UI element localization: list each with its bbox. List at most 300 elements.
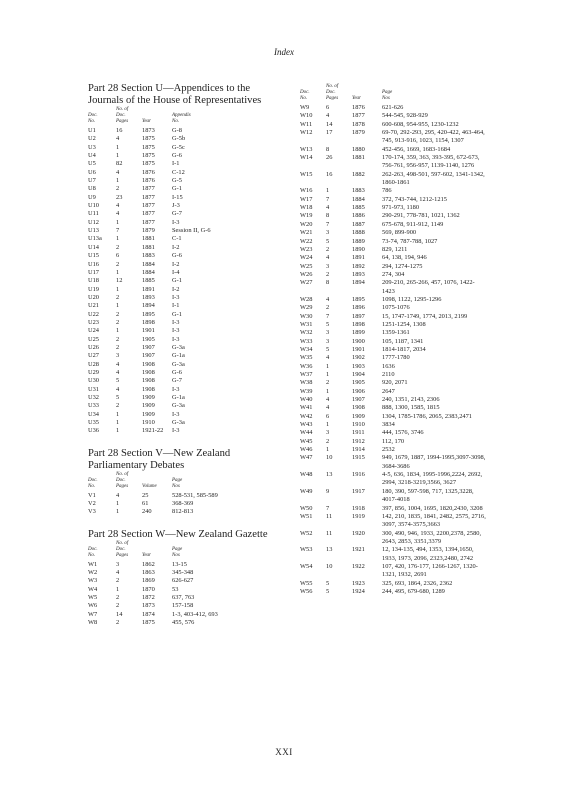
doc-number: W26	[300, 270, 313, 278]
year-or-volume: 1888	[352, 229, 365, 237]
doc-number: W30	[300, 312, 313, 320]
year-or-volume: 1908	[142, 377, 155, 385]
doc-pages: 1	[116, 508, 120, 516]
doc-pages: 1	[116, 500, 120, 508]
doc-number: W5	[88, 594, 98, 602]
doc-pages: 2	[116, 577, 120, 585]
doc-pages: 2	[116, 619, 120, 627]
reference: I-3	[172, 218, 180, 226]
reference: G-1	[172, 310, 182, 318]
year-or-volume: 1877	[142, 193, 155, 201]
doc-number: U13	[88, 227, 100, 235]
table-row	[88, 244, 282, 252]
doc-number: W52	[300, 529, 313, 537]
doc-pages: 1	[116, 152, 120, 160]
doc-number: U31	[88, 385, 100, 393]
doc-number: W13	[300, 145, 313, 153]
doc-number: U23	[88, 318, 100, 326]
doc-pages: 11	[326, 512, 333, 520]
doc-number: W40	[300, 396, 313, 404]
table-row	[300, 588, 487, 596]
doc-pages: 1	[116, 143, 120, 151]
doc-number: W46	[300, 446, 313, 454]
year-or-volume: 1896	[352, 304, 365, 312]
doc-number: U7	[88, 177, 96, 185]
year-or-volume: 1881	[142, 243, 155, 251]
doc-pages: 4	[116, 491, 120, 499]
reference: 53	[172, 585, 179, 593]
table-row	[88, 611, 282, 619]
year-or-volume: 1908	[142, 385, 155, 393]
year-or-volume: 1874	[142, 610, 155, 618]
doc-number: W4	[88, 585, 98, 593]
reference: 170-174, 359, 363, 393-395, 672-673, 756-761, 956-957, 1139-1140, 1276	[382, 154, 480, 170]
table-row	[300, 354, 487, 362]
reference: 600-608, 954-955, 1230-1232	[382, 120, 459, 128]
reference: 274, 304	[382, 270, 405, 278]
section-u-title-line1: Part 28 Section U—Appendices to the	[88, 83, 251, 94]
year-or-volume: 1893	[352, 270, 365, 278]
year-or-volume: 1881	[352, 154, 365, 162]
reference: 1359-1361	[382, 329, 410, 337]
year-or-volume: 1910	[352, 421, 365, 429]
doc-number: W54	[300, 562, 313, 570]
section-u-table	[88, 107, 282, 436]
year-or-volume: 1885	[352, 204, 365, 212]
reference: 105, 1187, 1341	[382, 337, 424, 345]
doc-number: U26	[88, 343, 100, 351]
doc-pages: 3	[116, 352, 120, 360]
section-v-title-line1: Part 28 Section V—New Zealand	[88, 447, 231, 459]
section-u-title-line2: Journals of the House of Representatives	[88, 95, 262, 106]
table-row	[300, 246, 487, 254]
reference: G-3a	[172, 343, 185, 351]
year-or-volume: 25	[142, 491, 149, 499]
doc-number: V3	[88, 508, 96, 516]
table-row	[300, 271, 487, 279]
doc-number: W34	[300, 345, 313, 353]
doc-pages: 3	[326, 262, 330, 270]
year-or-volume: 1881	[142, 235, 155, 243]
table-row	[88, 185, 282, 193]
year-or-volume: 1907	[142, 352, 155, 360]
table-row	[300, 171, 487, 188]
doc-number: U17	[88, 268, 100, 276]
year-or-volume: 1898	[142, 318, 155, 326]
table-row	[88, 311, 282, 319]
doc-number: U33	[88, 402, 100, 410]
year-or-volume: 1873	[142, 602, 155, 610]
doc-pages: 7	[326, 312, 330, 320]
reference: 345-348	[172, 569, 194, 577]
reference: 300, 490, 946, 1933, 2200,2378, 2580, 2643, 2853, 3351,3379	[382, 529, 482, 545]
year-or-volume: 1894	[352, 279, 365, 287]
left-column	[88, 83, 293, 628]
year-or-volume: 1919	[352, 512, 365, 520]
year-or-volume: 1877	[142, 210, 155, 218]
doc-number: U11	[88, 210, 99, 218]
year-or-volume: 1884	[352, 195, 365, 203]
year-or-volume: 1886	[352, 212, 365, 220]
reference: 4-5, 636, 1834, 1995-1996,2224, 2692, 2994, 3218-3219,3566, 3627	[382, 471, 483, 487]
doc-pages: 5	[326, 345, 330, 353]
doc-number: W21	[300, 229, 313, 237]
table-row	[300, 530, 487, 547]
table-row	[88, 160, 282, 168]
reference: J-3	[172, 202, 180, 210]
doc-number: W48	[300, 471, 313, 479]
table-row	[88, 286, 282, 294]
table-row	[300, 421, 487, 429]
table-row	[88, 508, 282, 516]
table-header-row	[300, 84, 487, 104]
table-row	[88, 377, 282, 385]
year-or-volume: 1875	[142, 143, 155, 151]
reference: G-1a	[172, 394, 185, 401]
table-row	[88, 294, 282, 302]
table-header-row	[88, 541, 282, 561]
column-header: Doc. No.	[88, 477, 98, 489]
year-or-volume: 1914	[352, 446, 365, 454]
table-row	[88, 169, 282, 177]
reference: G-7	[172, 377, 182, 385]
table-row	[300, 454, 487, 471]
doc-pages: 2	[116, 318, 120, 326]
year-or-volume: 1878	[352, 120, 365, 128]
year-or-volume: 1876	[352, 104, 365, 111]
doc-number: U12	[88, 218, 100, 226]
doc-pages: 4	[326, 354, 330, 362]
table-row	[300, 438, 487, 446]
doc-pages: 14	[116, 610, 123, 618]
table-row	[300, 304, 487, 312]
doc-number: U16	[88, 260, 100, 268]
doc-pages: 7	[116, 227, 120, 235]
reference: 64, 138, 194, 946	[382, 254, 427, 262]
reference: 1098, 1122, 1295-1296	[382, 295, 442, 303]
reference: 180, 390, 597-598, 717, 1325,3228, 4017-4018	[382, 487, 474, 504]
year-or-volume: 1908	[142, 368, 155, 376]
reference: 142, 210, 1835, 1841, 2482, 2575, 2716, 3097, 3574-3575,3663	[382, 512, 486, 529]
reference: I-3	[172, 318, 180, 326]
doc-number: W19	[300, 212, 313, 220]
doc-pages: 2	[116, 594, 120, 602]
year-or-volume: 1905	[352, 379, 365, 387]
reference: 949, 1679, 1887, 1994-1995,3097-3098, 3684-3686	[382, 454, 486, 470]
doc-pages: 4	[326, 204, 330, 212]
reference: 444, 1576, 3746	[382, 429, 424, 437]
doc-pages: 1	[116, 235, 120, 243]
doc-number: U15	[88, 252, 100, 260]
table-row	[300, 229, 487, 237]
year-or-volume: 61	[142, 500, 149, 508]
year-or-volume: 1884	[142, 268, 155, 276]
doc-pages: 1	[116, 410, 120, 418]
table-row	[88, 344, 282, 352]
doc-pages: 4	[326, 396, 330, 404]
table-row	[300, 329, 487, 337]
table-row	[88, 269, 282, 277]
doc-pages: 13	[326, 471, 333, 479]
doc-pages: 1	[116, 585, 120, 593]
table-row	[88, 427, 282, 435]
doc-number: U21	[88, 302, 100, 310]
reference: I-3	[172, 427, 180, 435]
doc-pages: 82	[116, 160, 123, 168]
table-row	[88, 419, 282, 427]
reference: 544-545, 928-929	[382, 112, 428, 120]
doc-pages: 2	[116, 602, 120, 610]
doc-pages: 6	[116, 252, 120, 260]
doc-pages: 1	[116, 327, 120, 335]
doc-number: W43	[300, 421, 313, 429]
doc-number: W36	[300, 362, 313, 370]
doc-number: U20	[88, 293, 100, 301]
section-v-title-line2: Parliamentary Debates	[88, 459, 185, 471]
table-row	[88, 302, 282, 310]
year-or-volume: 1923	[352, 579, 365, 587]
table-row	[88, 577, 282, 585]
doc-pages: 4	[326, 254, 330, 262]
column-header: No. of Doc. Pages	[116, 471, 129, 489]
table-row	[88, 369, 282, 377]
doc-pages: 1	[326, 387, 330, 395]
table-row	[300, 146, 487, 154]
reference: I-3	[172, 385, 180, 393]
table-header-row	[88, 472, 282, 492]
year-or-volume: 1916	[352, 471, 365, 479]
reference: 829, 1211	[382, 245, 408, 253]
year-or-volume: 1879	[352, 129, 365, 137]
table-row	[300, 396, 487, 404]
year-or-volume: 1909	[142, 394, 155, 401]
doc-pages: 14	[326, 120, 333, 128]
doc-pages: 16	[326, 170, 333, 178]
reference: 112, 170	[382, 437, 405, 445]
doc-number: W53	[300, 546, 313, 554]
doc-pages: 7	[326, 220, 330, 228]
reference: G-5c	[172, 143, 185, 151]
doc-pages: 8	[326, 145, 330, 153]
table-row	[88, 261, 282, 269]
year-or-volume: 1899	[352, 329, 365, 337]
reference: 455, 576	[172, 619, 195, 627]
reference: 621-626	[382, 104, 404, 111]
reference: 290-291, 778-781, 1021, 1362	[382, 212, 460, 220]
reference: I-4	[172, 268, 180, 276]
year-or-volume: 1917	[352, 487, 365, 495]
table-row	[88, 394, 282, 402]
doc-number: W44	[300, 429, 313, 437]
year-or-volume: 1911	[352, 429, 365, 437]
table-row	[300, 546, 487, 563]
reference: Session II, G-6	[172, 227, 211, 235]
table-row	[300, 238, 487, 246]
reference: 786	[382, 187, 392, 195]
year-or-volume: 240	[142, 508, 152, 516]
reference: G-3a	[172, 360, 185, 368]
reference: 12, 134-135, 494, 1353, 1394,1650, 1933, 1973, 2096, 2323,2480, 2742	[382, 546, 474, 562]
year-or-volume: 1869	[142, 577, 155, 585]
reference: I-1	[172, 302, 180, 310]
doc-number: U30	[88, 377, 100, 385]
doc-number: W50	[300, 504, 313, 512]
reference: 262-263, 498-501, 597-602, 1341-1342, 1860-1861	[382, 170, 485, 187]
reference: I-2	[172, 243, 180, 251]
section-w-table-left	[88, 541, 282, 628]
table-row	[88, 127, 282, 135]
reference: 971-973, 1180	[382, 204, 420, 212]
doc-pages: 5	[116, 394, 120, 401]
doc-number: W25	[300, 262, 313, 270]
doc-number: W45	[300, 437, 313, 445]
doc-number: W12	[300, 129, 313, 137]
reference: 888, 1300, 1585, 1815	[382, 404, 440, 412]
column-header: Page Nos	[172, 546, 183, 558]
doc-number: W35	[300, 354, 313, 362]
table-row	[300, 212, 487, 220]
doc-number: W27	[300, 279, 313, 287]
table-row	[88, 492, 282, 500]
doc-pages: 1	[116, 427, 120, 435]
doc-pages: 26	[326, 154, 333, 162]
table-row	[300, 321, 487, 329]
doc-number: W23	[300, 245, 313, 253]
table-row	[300, 263, 487, 271]
doc-number: W9	[300, 104, 310, 111]
doc-number: U32	[88, 394, 100, 401]
table-row	[88, 352, 282, 360]
year-or-volume: 1922	[352, 562, 365, 570]
table-row	[300, 154, 487, 171]
table-row	[88, 411, 282, 419]
table-row	[300, 313, 487, 321]
doc-pages: 4	[116, 202, 120, 210]
year-or-volume: 1883	[142, 252, 155, 260]
doc-pages: 4	[116, 135, 120, 143]
year-or-volume: 1887	[352, 220, 365, 228]
doc-pages: 4	[326, 112, 330, 120]
doc-number: W37	[300, 371, 313, 378]
doc-number: U5	[88, 160, 96, 168]
reference: I-2	[172, 260, 180, 268]
doc-number: U8	[88, 185, 96, 193]
doc-number: W10	[300, 112, 313, 120]
doc-number: W28	[300, 295, 313, 303]
doc-pages: 2	[326, 245, 330, 253]
doc-pages: 6	[326, 104, 330, 111]
year-or-volume: 1892	[352, 262, 365, 270]
year-or-volume: 1909	[142, 410, 155, 418]
reference: G-3a	[172, 402, 185, 410]
column-header: Doc. No.	[300, 90, 310, 101]
doc-pages: 3	[326, 337, 330, 345]
doc-number: U34	[88, 410, 100, 418]
year-or-volume: 1875	[142, 160, 155, 168]
table-row	[88, 202, 282, 210]
table-row	[88, 327, 282, 335]
table-row	[88, 586, 282, 594]
doc-pages: 4	[326, 295, 330, 303]
doc-pages: 3	[116, 560, 120, 568]
doc-number: W39	[300, 387, 313, 395]
reference: G-5	[172, 177, 182, 185]
reference: 528-531, 585-589	[172, 491, 218, 499]
table-row	[88, 602, 282, 610]
doc-pages: 4	[116, 168, 120, 176]
doc-pages: 10	[326, 562, 333, 570]
table-row	[300, 371, 487, 379]
doc-number: W8	[88, 619, 98, 627]
doc-number: W15	[300, 170, 313, 178]
page-number: XXI	[275, 747, 293, 757]
column-header: Doc. No.	[88, 113, 98, 124]
doc-pages: 8	[326, 212, 330, 220]
year-or-volume: 1904	[352, 371, 365, 378]
doc-pages: 4	[116, 360, 120, 368]
reference: G-1	[172, 185, 182, 193]
reference: 107, 420, 176-177, 1266-1267, 1320-1321, 1932, 2691	[382, 562, 478, 579]
doc-pages: 2	[116, 243, 120, 251]
year-or-volume: 1870	[142, 585, 155, 593]
doc-number: W1	[88, 560, 98, 568]
year-or-volume: 1908	[352, 404, 365, 412]
doc-number: U36	[88, 427, 100, 435]
reference: 397, 856, 1004, 1695, 1820,2430, 3208	[382, 504, 483, 512]
table-row	[88, 210, 282, 218]
table-row	[300, 121, 487, 129]
doc-pages: 1	[116, 218, 120, 226]
doc-pages: 1	[116, 419, 120, 427]
column-header: Year	[142, 119, 151, 124]
doc-number: U1	[88, 127, 96, 134]
table-row	[300, 429, 487, 437]
year-or-volume: 1880	[352, 145, 365, 153]
year-or-volume: 1879	[142, 227, 155, 235]
table-row	[88, 402, 282, 410]
doc-number: W49	[300, 487, 313, 495]
reference: G-3a	[172, 419, 185, 427]
year-or-volume: 1908	[142, 360, 155, 368]
doc-number: U28	[88, 360, 100, 368]
table-row	[300, 104, 487, 112]
reference: I-3	[172, 335, 180, 343]
table-row	[300, 221, 487, 229]
table-row	[88, 152, 282, 160]
doc-pages: 3	[326, 329, 330, 337]
table-row	[300, 187, 487, 195]
doc-number: W11	[300, 120, 313, 128]
reference: 1304, 1785-1786, 2065, 2383,2471	[382, 412, 472, 420]
year-or-volume: 1898	[352, 320, 365, 328]
reference: G-1a	[172, 352, 185, 360]
doc-pages: 23	[116, 193, 123, 201]
doc-number: W22	[300, 237, 313, 245]
doc-number: W32	[300, 329, 313, 337]
doc-pages: 2	[116, 335, 120, 343]
reference: 637, 763	[172, 594, 195, 602]
reference: G-8	[172, 127, 182, 134]
table-row	[88, 135, 282, 143]
doc-number: U3	[88, 143, 96, 151]
year-or-volume: 1918	[352, 504, 365, 512]
reference: 69-70, 292-293, 295, 420-422, 463-464, 745, 913-916, 1023, 1154, 1307	[382, 129, 485, 145]
doc-pages: 11	[326, 529, 333, 537]
reference: C-12	[172, 168, 185, 176]
table-row	[300, 279, 487, 296]
reference: 2647	[382, 387, 395, 395]
doc-pages: 5	[326, 237, 330, 245]
